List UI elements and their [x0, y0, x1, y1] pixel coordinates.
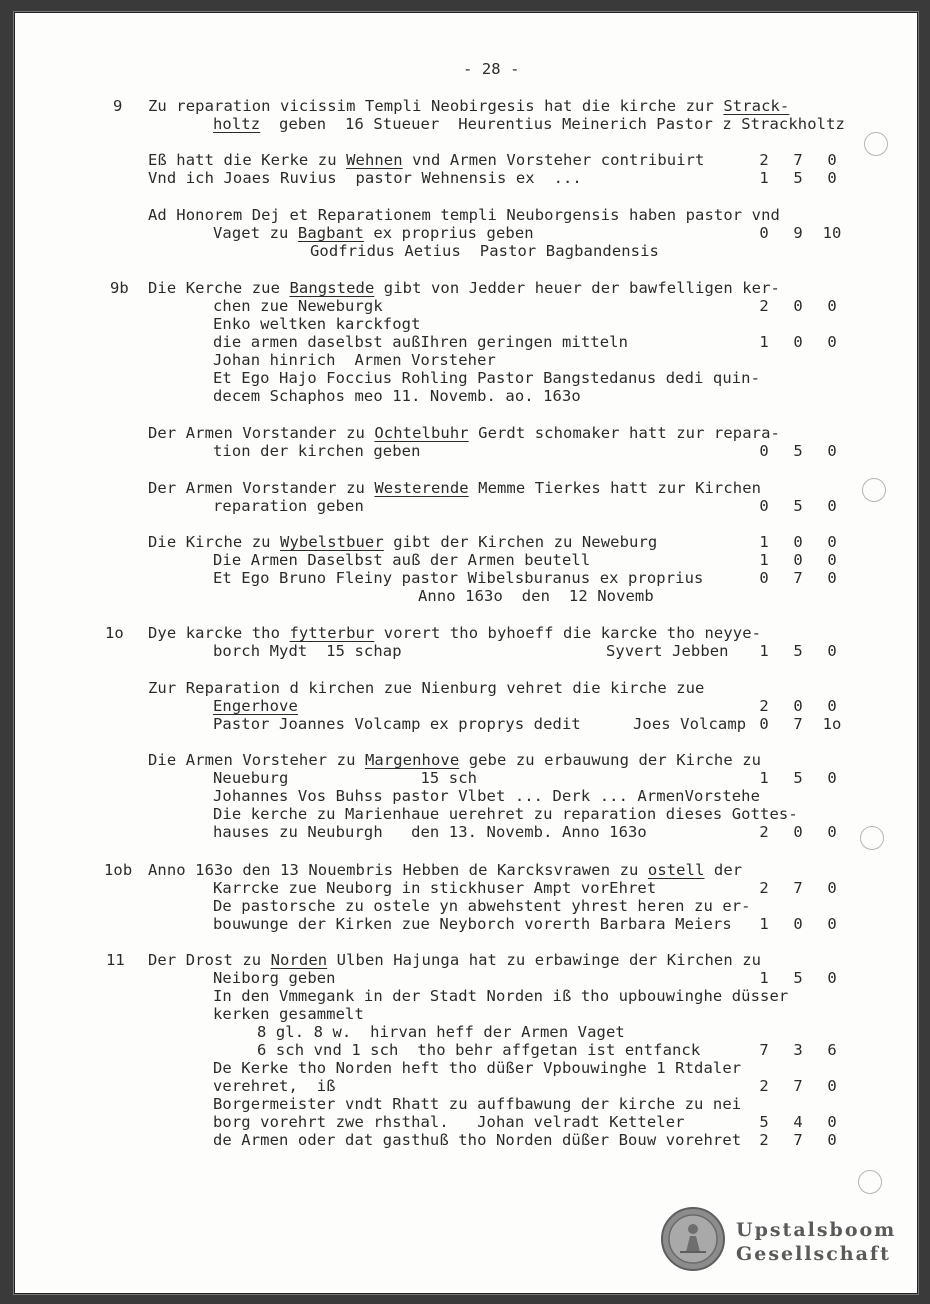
entry-signature: Syvert Jebben [606, 642, 729, 660]
entry-number: 1o [105, 624, 124, 642]
amount-rt: 1 [759, 333, 769, 351]
entry-line: Der Armen Vorstander zu Ochtelbuhr Gerdt schomaker hatt zur repara- [148, 424, 780, 442]
entry-line: Der Drost zu Norden Ulben Hajunga hat zu erbawinge der Kirchen zu [148, 951, 762, 969]
amount-rt: 0 [759, 569, 769, 587]
amount-sch: 5 [793, 769, 803, 787]
entry-line: de Armen oder dat gasthuß tho Norden düßer Bouw vorehret [213, 1131, 742, 1149]
amount-rt: 2 [759, 879, 769, 897]
entry-line: Anno 163o den 12 Novemb [418, 587, 654, 605]
entry-line: Johannes Vos Buhss pastor Vlbet ... Derk ... ArmenVorstehe [213, 787, 761, 805]
entry-line: Borgermeister vndt Rhatt zu auffbawung der kirche zu nei [213, 1095, 742, 1113]
amount-rt: 0 [759, 715, 769, 733]
amount-rt: 2 [759, 151, 769, 169]
punch-hole [862, 478, 886, 502]
amount-w: 0 [827, 533, 837, 551]
punch-hole [858, 1170, 882, 1194]
entry-line: die armen daselbst außIhren geringen mitteln [213, 333, 628, 351]
amount-sch: 0 [793, 297, 803, 315]
amount-w: 6 [827, 1041, 837, 1059]
amount-w: 0 [827, 297, 837, 315]
entry-line: Godfridus Aetius Pastor Bagbandensis [310, 242, 659, 260]
amount-sch: 5 [793, 497, 803, 515]
amount-w: 0 [827, 1077, 837, 1095]
amount-sch: 7 [793, 715, 803, 733]
amount-sch: 5 [793, 642, 803, 660]
amount-sch: 7 [793, 569, 803, 587]
society-name-line2: Gesellschaft [736, 1243, 891, 1265]
amount-sch: 0 [793, 823, 803, 841]
amount-sch: 4 [793, 1113, 803, 1131]
amount-w: 0 [827, 1131, 837, 1149]
entry-signature: Joes Volcamp [633, 715, 747, 733]
entry-line: Neiborg geben [213, 969, 336, 987]
entry-line: Anno 163o den 13 Nouembris Hebben de Karcksvrawen zu ostell der [148, 861, 743, 879]
society-name-line1: Upstalsboom [736, 1219, 897, 1241]
amount-rt: 2 [759, 823, 769, 841]
amount-rt: 5 [759, 1113, 769, 1131]
amount-w: 0 [827, 915, 837, 933]
amount-w: 0 [827, 1113, 837, 1131]
entry-line: Die Armen Vorsteher zu Margenhove gebe zu erbauwung der Kirche zu [148, 751, 762, 769]
amount-sch: 7 [793, 1077, 803, 1095]
amount-w: 0 [827, 823, 837, 841]
entry-line: borg vorehrt zwe rhsthal. Johan velradt Ketteler [213, 1113, 685, 1131]
amount-w: 1o [822, 715, 842, 733]
amount-sch: 3 [793, 1041, 803, 1059]
amount-sch: 0 [793, 533, 803, 551]
entry-line: Dye karcke tho fytterbur vorert tho byhoeff die karcke tho neyye- [148, 624, 762, 642]
amount-w: 0 [827, 569, 837, 587]
amount-w: 0 [827, 333, 837, 351]
entry-line: In den Vmmegank in der Stadt Norden iß tho upbouwinghe düsser [213, 987, 789, 1005]
entry-line: Pastor Joannes Volcamp ex proprys dedit [213, 715, 581, 733]
amount-sch: 0 [793, 915, 803, 933]
amount-rt: 2 [759, 297, 769, 315]
entry-line: borch Mydt 15 schap [213, 642, 402, 660]
entry-line: bouwunge der Kirken zue Neyborch vorerth Barbara Meiers [213, 915, 732, 933]
entry-number: 9 [113, 97, 123, 115]
amount-rt: 7 [759, 1041, 769, 1059]
society-name [736, 1218, 896, 1266]
amount-rt: 2 [759, 697, 769, 715]
amount-rt: 2 [759, 1131, 769, 1149]
amount-sch: 0 [793, 551, 803, 569]
entry-line: decem Schaphos meo 11. Novemb. ao. 163o [213, 387, 581, 405]
entry-line: chen zue Neweburgk [213, 297, 383, 315]
amount-sch: 7 [793, 879, 803, 897]
entry-line: kerken gesammelt [213, 1005, 364, 1023]
amount-rt: 2 [759, 1077, 769, 1095]
entry-line: Et Ego Bruno Fleiny pastor Wibelsburanus ex proprius [213, 569, 704, 587]
amount-w: 0 [827, 879, 837, 897]
entry-line: Johan hinrich Armen Vorsteher [213, 351, 496, 369]
society-seal-icon [660, 1206, 726, 1272]
amount-rt: 0 [759, 497, 769, 515]
entry-number: 9b [110, 279, 129, 297]
entry-line: Ad Honorem Dej et Reparationem templi Neuborgensis haben pastor vnd [148, 206, 780, 224]
amount-w: 0 [827, 642, 837, 660]
amount-rt: 0 [759, 224, 769, 242]
amount-w: 0 [827, 442, 837, 460]
punch-hole [860, 826, 884, 850]
amount-w: 0 [827, 151, 837, 169]
amount-sch: 0 [793, 697, 803, 715]
amount-w: 0 [827, 169, 837, 187]
amount-sch: 5 [793, 969, 803, 987]
amount-w: 0 [827, 551, 837, 569]
entry-line: verehret, iß [213, 1077, 336, 1095]
entry-line: Vaget zu Bagbant ex proprius geben [213, 224, 534, 242]
amount-rt: 1 [759, 642, 769, 660]
amount-rt: 1 [759, 769, 769, 787]
punch-hole [864, 132, 888, 156]
amount-sch: 0 [793, 333, 803, 351]
entry-line: 8 gl. 8 w. hirvan heff der Armen Vaget [257, 1023, 625, 1041]
entry-line: Die Kerche zue Bangstede gibt von Jedder heuer der bawfelligen ker- [148, 279, 780, 297]
entry-line: Neueburg 15 sch [213, 769, 478, 787]
entry-line: Vnd ich Joaes Ruvius pastor Wehnensis ex ... [148, 169, 582, 187]
entry-line: Die kerche zu Marienhaue uerehret zu reparation dieses Gottes- [213, 805, 798, 823]
amount-rt: 1 [759, 169, 769, 187]
amount-sch: 9 [793, 224, 803, 242]
entry-line: Die Armen Daselbst auß der Armen beutell [213, 551, 591, 569]
entry-line: Enko weltken karckfogt [213, 315, 421, 333]
amount-sch: 7 [793, 1131, 803, 1149]
entry-number: 11 [106, 951, 125, 969]
amount-rt: 0 [759, 442, 769, 460]
entry-line: Eß hatt die Kerke zu Wehnen vnd Armen Vorsteher contribuirt [148, 151, 705, 169]
amount-rt: 1 [759, 915, 769, 933]
entry-line: Karrcke zue Neuborg in stickhuser Ampt vorEhret [213, 879, 657, 897]
amount-sch: 5 [793, 169, 803, 187]
entry-line: hauses zu Neuburgh den 13. Novemb. Anno 163o [213, 823, 647, 841]
entry-line: reparation geben [213, 497, 364, 515]
amount-rt: 1 [759, 969, 769, 987]
entry-line: Der Armen Vorstander zu Westerende Memme Tierkes hatt zur Kirchen [148, 479, 762, 497]
entry-line: Die Kirche zu Wybelstbuer gibt der Kirchen zu Neweburg [148, 533, 658, 551]
amount-sch: 7 [793, 151, 803, 169]
entry-line: tion der kirchen geben [213, 442, 421, 460]
entry-line: Zur Reparation d kirchen zue Nienburg vehret die kirche zue [148, 679, 705, 697]
entry-line: De Kerke tho Norden heft tho düßer Vpbouwinghe 1 Rtdaler [213, 1059, 742, 1077]
amount-w: 0 [827, 697, 837, 715]
entry-line: Engerhove [213, 697, 298, 715]
entry-line: Zu reparation vicissim Templi Neobirgesis hat die kirche zur Strack- [148, 97, 790, 115]
entry-line: De pastorsche zu ostele yn abwehstent yhrest heren zu er- [213, 897, 751, 915]
amount-rt: 1 [759, 551, 769, 569]
page-number: - 28 - [463, 60, 520, 78]
entry-line: 6 sch vnd 1 sch tho behr affgetan ist entfanck [257, 1041, 701, 1059]
amount-w: 0 [827, 769, 837, 787]
amount-w: 0 [827, 497, 837, 515]
amount-w: 0 [827, 969, 837, 987]
entry-line: Et Ego Hajo Foccius Rohling Pastor Bangstedanus dedi quin- [213, 369, 761, 387]
amount-rt: 1 [759, 533, 769, 551]
entry-number: 1ob [104, 861, 133, 879]
amount-sch: 5 [793, 442, 803, 460]
entry-line: holtz geben 16 Stueuer Heurentius Meinerich Pastor z Strackholtz [213, 115, 845, 133]
amount-w: 10 [822, 224, 842, 242]
